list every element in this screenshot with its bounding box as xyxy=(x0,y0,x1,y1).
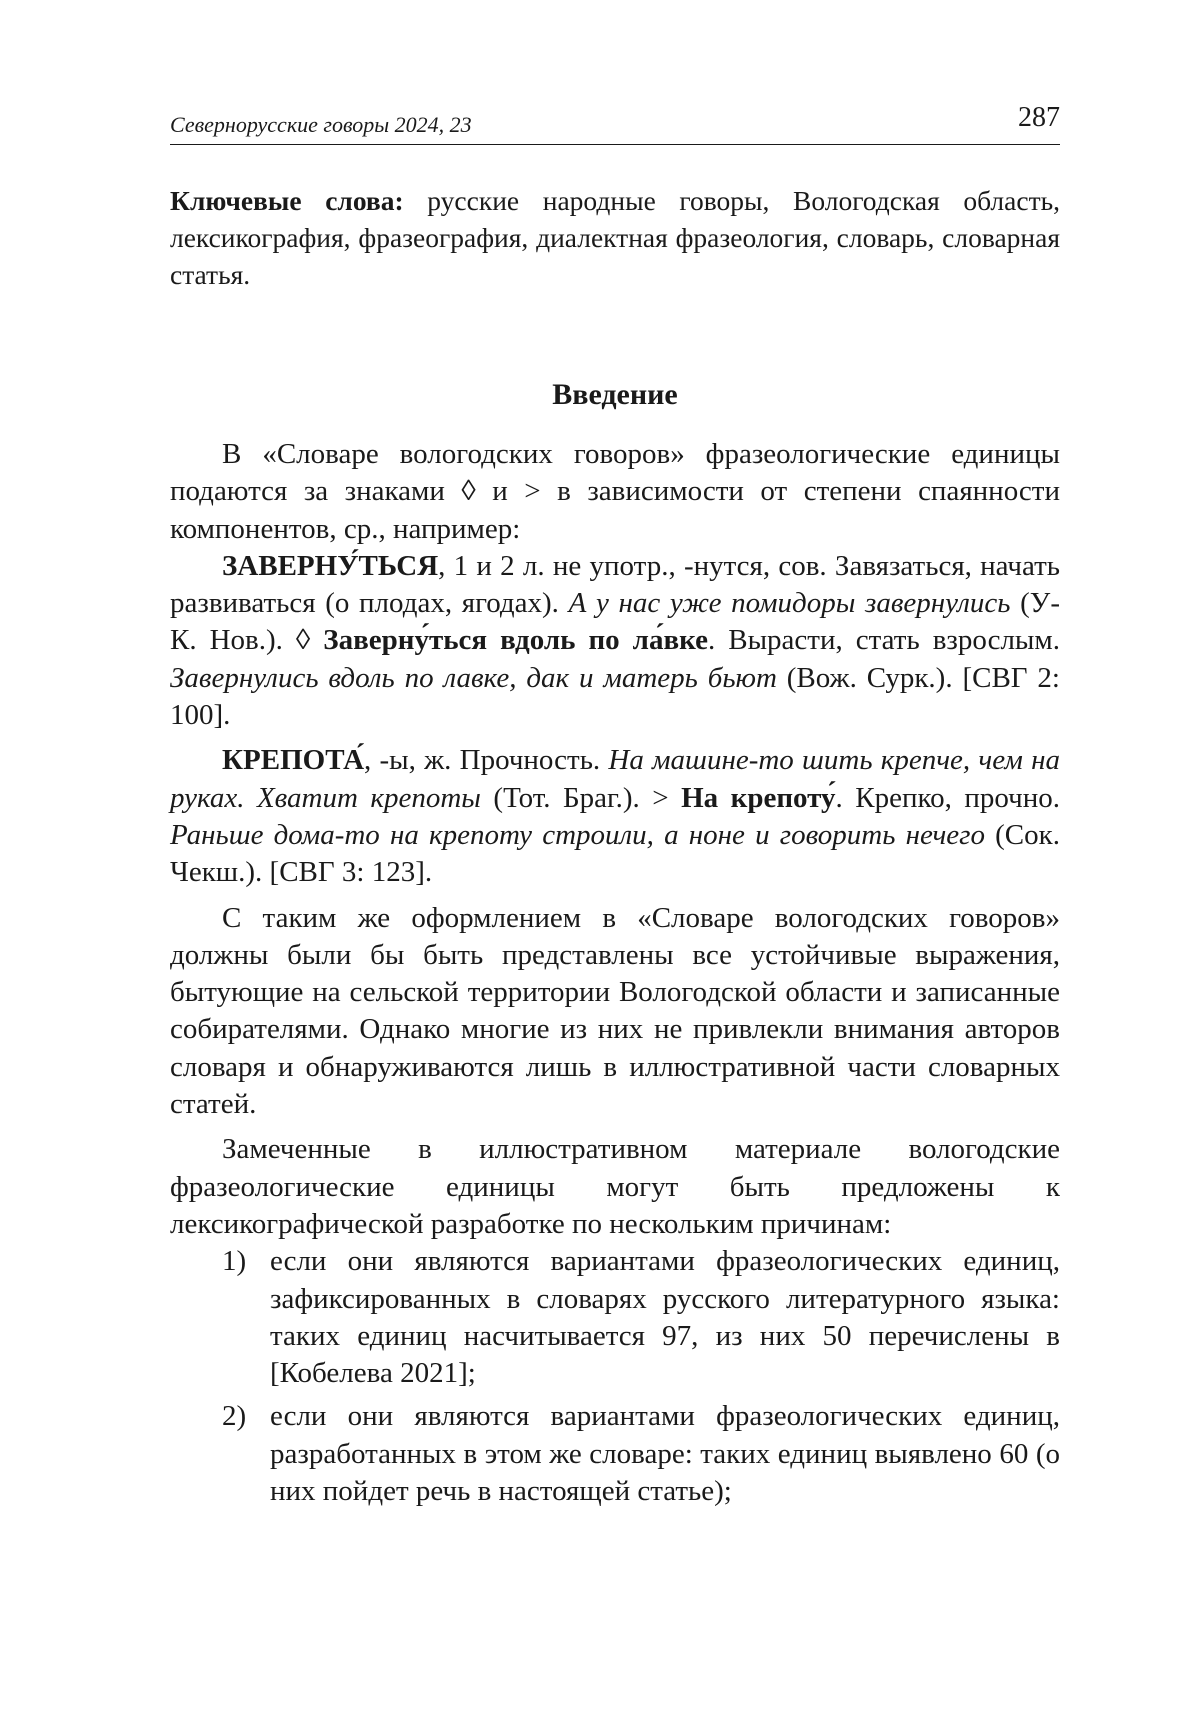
entry-2-headword: КРЕПОТА́ xyxy=(222,744,365,777)
running-head xyxy=(170,100,1060,145)
entry-2-grammar: , -ы, ж. Прочность. xyxy=(364,744,609,777)
entry-1-grammar: , 1 и 2 л. не употр., -нутся, сов. Завязаться, начать развиваться (о плодах, ягодах). xyxy=(170,549,1060,620)
dictionary-entry-2 xyxy=(170,742,1060,891)
reasons-list xyxy=(170,1243,1060,1510)
entry-2-example-2: Раньше дома-то на крепоту строили, а ноне и говорить нечего xyxy=(170,818,985,851)
list-item-text: если они являются вариантами фразеологических единиц, зафиксированных в словарях русского литературного языка: таких единиц насчитывается 97, из них 50 перечислены в [Кобелева 2021]; xyxy=(270,1245,1060,1390)
keywords-text: русские народные говоры, Вологодская область, лексикография, фразеография, диалектная фразеология, словарь, словарная статья. xyxy=(170,185,1060,290)
entry-2-example-1: На машине-то шить крепче, чем на руках. Хватит крепоты xyxy=(170,744,1060,814)
entry-1-example-2: Завернулись вдоль по лавке, дак и матерь бьют xyxy=(170,661,777,694)
dictionary-entry-1 xyxy=(170,548,1060,734)
keywords-label: Ключевые слова: xyxy=(170,185,404,216)
list-item xyxy=(170,1398,1060,1510)
entry-1-meaning: . Вырасти, стать взрослым. xyxy=(707,624,1060,657)
entry-1-headword: ЗАВЕРНУ́ТЬСЯ xyxy=(222,549,439,582)
entry-2-phrase: На крепоту́ xyxy=(681,781,836,814)
entry-1-example-1: А у нас уже помидоры завернулись xyxy=(568,587,1011,620)
section-title: Введение xyxy=(552,378,678,411)
journal-title: Севернорусские говоры 2024, 23 xyxy=(170,112,472,137)
page-number: 287 xyxy=(1018,102,1060,133)
entry-1-phrase: Заверну́ться вдоль по ла́вке xyxy=(323,624,708,657)
entry-1-source-1: (У-К. Нов.). ◊ xyxy=(170,587,1060,657)
list-item-text: если они являются вариантами фразеологических единиц, разработанных в этом же словаре: таких единиц выявлено 60 (о них пойдет речь в настоящей статье); xyxy=(270,1400,1060,1508)
list-item-number: 1) xyxy=(222,1245,247,1278)
entry-1-source-2: (Вож. Сурк.). [СВГ 2: 100]. xyxy=(170,661,1060,732)
keywords-block xyxy=(170,182,1060,293)
body-paragraph-3: Замеченные в иллюстративном материале вологодские фразеологические единицы могут быть предложены к лексикографической разработке по нескольким причинам: xyxy=(170,1133,1060,1240)
list-item-number: 2) xyxy=(222,1400,247,1433)
body-paragraph-2: С таким же оформлением в «Словаре вологодских говоров» должны были бы быть представлены все устойчивые выражения, бытующие на сельской территории Вологодской области и записанные собирателями. Однако многие из них не привлекли внимания авторов словаря и обнаруживаются лишь в иллюстративной части словарных статей. xyxy=(170,901,1060,1121)
article-body xyxy=(170,436,1060,1510)
intro-paragraph: В «Словаре вологодских говоров» фразеологические единицы подаются за знаками ◊ и > в зависимости от степени спаянности компонентов, ср., например: xyxy=(170,438,1060,545)
entry-2-source-2: (Сок. Чекш.). [СВГ 3: 123]. xyxy=(170,818,1060,889)
entry-2-meaning: . Крепко, прочно. xyxy=(835,781,1060,814)
entry-2-source-1: (Тот. Браг.). > xyxy=(480,781,682,814)
list-item xyxy=(170,1243,1060,1392)
